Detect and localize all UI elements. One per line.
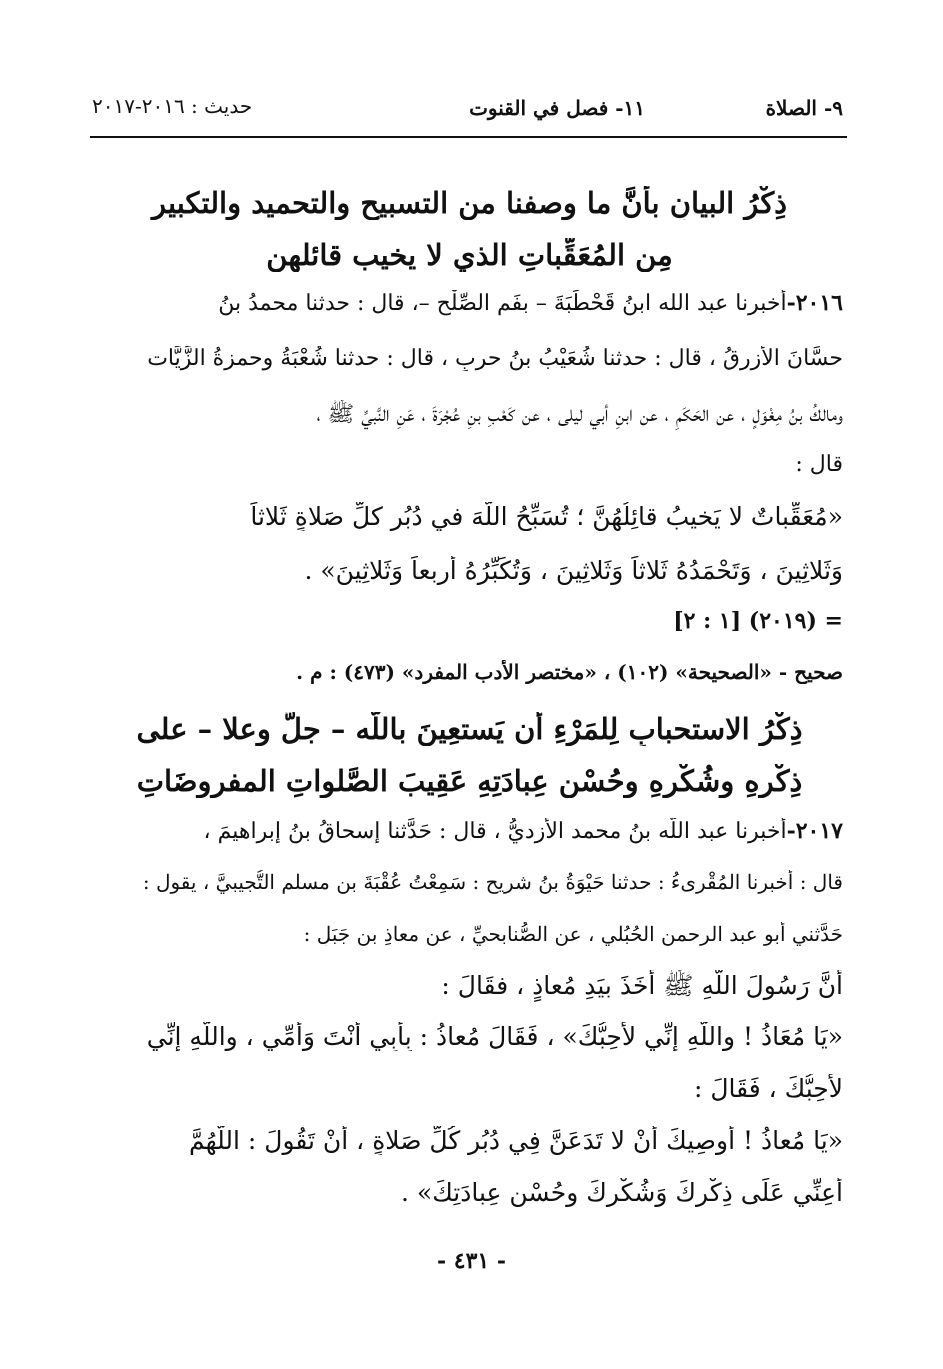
section1-title-line2: مِن المُعَقِّباتِ الذي لا يخيب قائلهن — [266, 238, 673, 272]
hadith-2017-text-line5: أَعِنِّي عَلَى ذِكْرِكَ وَشُكْرِكَ وحُسْنِ عِبادَتِكَ» . — [401, 1178, 843, 1207]
section-title: ١١- فصل في القنوت — [469, 96, 645, 120]
grading: صحيح - «الصحيحة» (١٠٢) ، «مختصر الأدب المفرد» (٤٧٣) : م . — [296, 660, 843, 684]
hadith-range: حديث : ٢٠١٦-٢٠١٧ — [92, 94, 253, 118]
hadith-2017-isnad-line3: حَدَّثني أبو عبد الرحمن الحُبُلي ، عن الصُّنابحيِّ ، عن معاذِ بن جَبَلٍ : — [303, 922, 843, 946]
chapter-title: ٩- الصلاة — [765, 96, 843, 120]
hadith-2016-isnad-line3: ومالكُ بنُ مِغْوَلٍ ، عن الحَكَمِ ، عن ابنِ أبي ليلى ، عن كَعْبِ بنِ عُجْرَةَ ، عَنِ النَّبيِّ ﷺ ، — [316, 402, 843, 427]
section2-title-line1: ذِكْرُ الاستحبابِ لِلمَرْءِ أن يَستعِينَ باللّه – جلَّ وعلا – على — [136, 712, 803, 746]
cross-reference: = (٢٠١٩) [١ : ٢] — [673, 608, 843, 634]
hadith-2017-text-line4: «يَا مُعاذُ ! أُوصِيكَ أَنْ لا تَدَعَنَّ فِي دُبُرِ كُلِّ صَلاةٍ ، أَنْ تَقُولَ : اللَّهُمَّ — [188, 1126, 843, 1155]
hadith-2017-text-line3: لأُحِبُّكَ ، فَقَالَ : — [693, 1074, 843, 1103]
section1-title-line1: ذِكْرُ البيانِ بأنَّ ما وصفنا من التسبيحِ والتحميد والتكبيرِ — [151, 186, 788, 220]
running-header — [92, 94, 843, 126]
hadith-2016-matn-line1: «مُعَقِّباتٌ لا يَخيبُ قائِلُهُنَّ ؛ تُسَبِّحُ اللَّهَ في دُبُرِ كلِّ صَلاةٍ ثَلاثاً — [250, 502, 843, 531]
hadith-2016-isnad-line2: حسَّانَ الأزرقُ ، قال : حدثنا شُعَيْبُ بنُ حربٍ ، قال : حدثنا شُعْبَةُ وحمزةُ الزَّيَّات — [147, 346, 843, 371]
header-rule — [90, 136, 847, 138]
hadith-2017-text-line2: «يَا مُعَاذُ ! واللَّهِ إِنِّي لأُحِبُّكَ» ، فَقَالَ مُعاذُ : بِأَبِي أَنْتَ وَأُمِّي ، واللَّهِ إِنِّي — [146, 1022, 843, 1051]
hadith-2016-isnad-line1: ٢٠١٦-أخبرنا عبد الله ابنُ قَحْطَبَةَ – بفَمِ الصِّلْحِ –، قال : حدثنا محمدُ بنُ — [218, 290, 843, 316]
hadith-2017-isnad-line1: ٢٠١٧-أخبرنا عبد اللّه بنُ محمد الأزديُّ ، قال : حَدَّثنا إسحاقُ بنُ إبراهيمَ ، — [203, 818, 843, 844]
hadith-2016-number: ٢٠١٦- — [786, 290, 843, 316]
hadith-2017-number: ٢٠١٧- — [786, 818, 843, 844]
section2-title-line2: ذِكْرِهِ وشُكْرِهِ وحُسْنِ عِبادَتِهِ عَقِيبَ الصَّلواتِ المفروضَاتِ — [136, 764, 803, 798]
page-number: - ٤٣١ - — [436, 1248, 507, 1274]
hadith-2016-isnad-line4: قال : — [795, 452, 843, 477]
hadith-2016-matn-line2: وَثَلاثِينَ ، وَتَحْمَدُهُ ثَلاثاً وَثَلاثِينَ ، وَتُكَبِّرُهُ أَربعاً وَثَلاثِينَ» . — [304, 556, 843, 585]
hadith-2017-text-line1: أنَّ رَسُولَ اللَّهِ ﷺ أَخَذَ بيَدِ مُعاذٍ ، فقَالَ : — [441, 971, 843, 1000]
hadith-2017-isnad-line2: قال : أخبرنا المُقْرِىءُ : حدثنا حَيْوَةُ بنُ شريح : سَمِعْتُ عُقْبَةَ بن مسلمٍ التُّجيبيَّ ، يقول : — [142, 870, 843, 894]
